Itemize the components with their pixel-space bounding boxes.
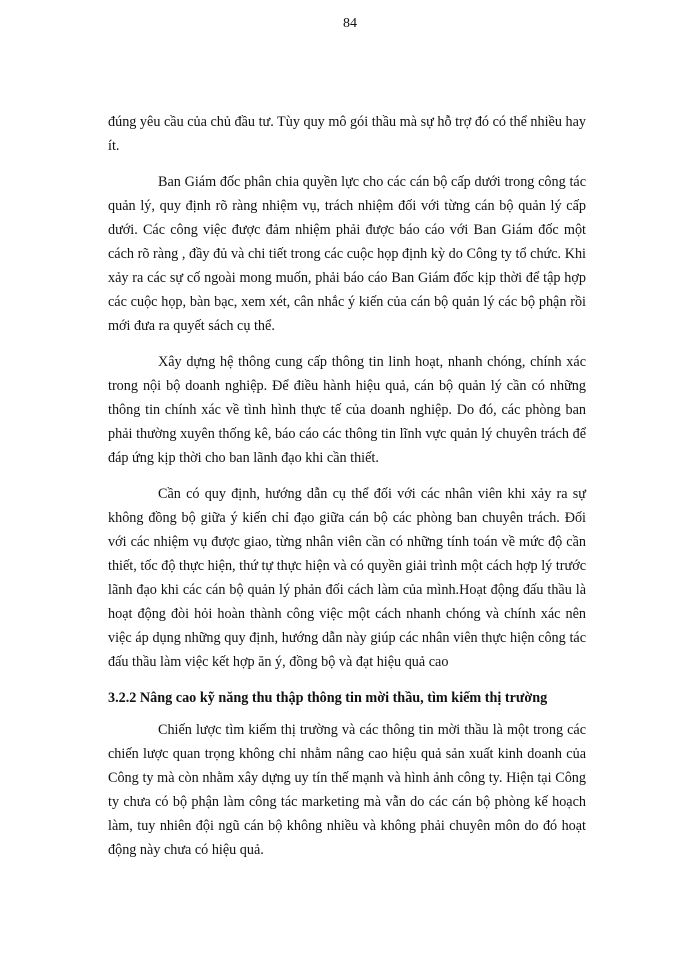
paragraph-information-system: Xây dựng hệ thông cung cấp thông tin linh hoạt, nhanh chóng, chính xác trong nội bộ doanh nghiệp. Để điều hành hiệu quả, cán bộ quản lý cần có những thông tin chính xác về tình hình thực tế của doanh nghiệp. Do đó, các phòng ban phải thường xuyên thống kê, báo cáo các thông tin lĩnh vực quản lý chuyên trách để đáp ứng kịp thời cho ban lãnh đạo khi cần thiết. <box>108 354 586 466</box>
page-number: 84 <box>343 16 357 31</box>
document-body <box>108 110 586 874</box>
paragraph-market-strategy: Chiến lược tìm kiếm thị trường và các thông tin mời thầu là một trong các chiến lược quan trọng không chỉ nhằm nâng cao hiệu quả sản xuất kinh doanh của Công ty mà còn nhằm xây dựng uy tín thế mạnh và hình ảnh công ty. Hiện tại Công ty chưa có bộ phận làm công tác marketing mà vẫn do các cán bộ phòng kế hoạch làm, tuy nhiên đội ngũ cán bộ không nhiều và không phải chuyên môn do đó hoạt động này chưa có hiệu quả. <box>108 722 586 858</box>
paragraph-guidelines: Cần có quy định, hướng dẫn cụ thể đối với các nhân viên khi xảy ra sự không đồng bộ giữa ý kiến chỉ đạo giữa cán bộ các phòng ban chuyên trách. Đối với các nhiệm vụ được giao, từng nhân viên cần có những tính toán về mức độ cần thiết, tốc độ thực hiện, thứ tự thực hiện và có quyền giải trình một cách hợp lý trước lãnh đạo khi các cán bộ quản lý phản đối cách làm của mình.Hoạt động đấu thầu là hoạt động đòi hỏi hoàn thành công việc một cách nhanh chóng và chính xác nên việc áp dụng những quy định, hướng dẫn này giúp các nhân viên thực hiện công tác đấu thầu làm việc kết hợp ăn ý, đồng bộ và đạt hiệu quả cao <box>108 486 586 670</box>
section-heading: 3.2.2 Nâng cao kỹ năng thu thập thông tin mời thầu, tìm kiếm thị trường <box>108 690 548 706</box>
paragraph-continuation: đúng yêu cầu của chủ đầu tư. Tùy quy mô gói thầu mà sự hỗ trợ đó có thể nhiều hay ít. <box>108 114 586 154</box>
paragraph-delegation: Ban Giám đốc phân chia quyền lực cho các cán bộ cấp dưới trong công tác quản lý, quy định rõ ràng nhiệm vụ, trách nhiệm đối với từng cán bộ quản lý cấp dưới. Các công việc được đảm nhiệm phải được báo cáo với Ban Giám đốc một cách rõ ràng , đầy đủ và chi tiết trong các cuộc họp định kỳ do Công ty tổ chức. Khi xảy ra các sự cố ngoài mong muốn, phải báo cáo Ban Giám đốc kịp thời để tập hợp các cuộc họp, bàn bạc, xem xét, cân nhắc ý kiến của cán bộ quản lý các bộ phận rồi mới đưa ra quyết sách cụ thể. <box>108 174 586 334</box>
